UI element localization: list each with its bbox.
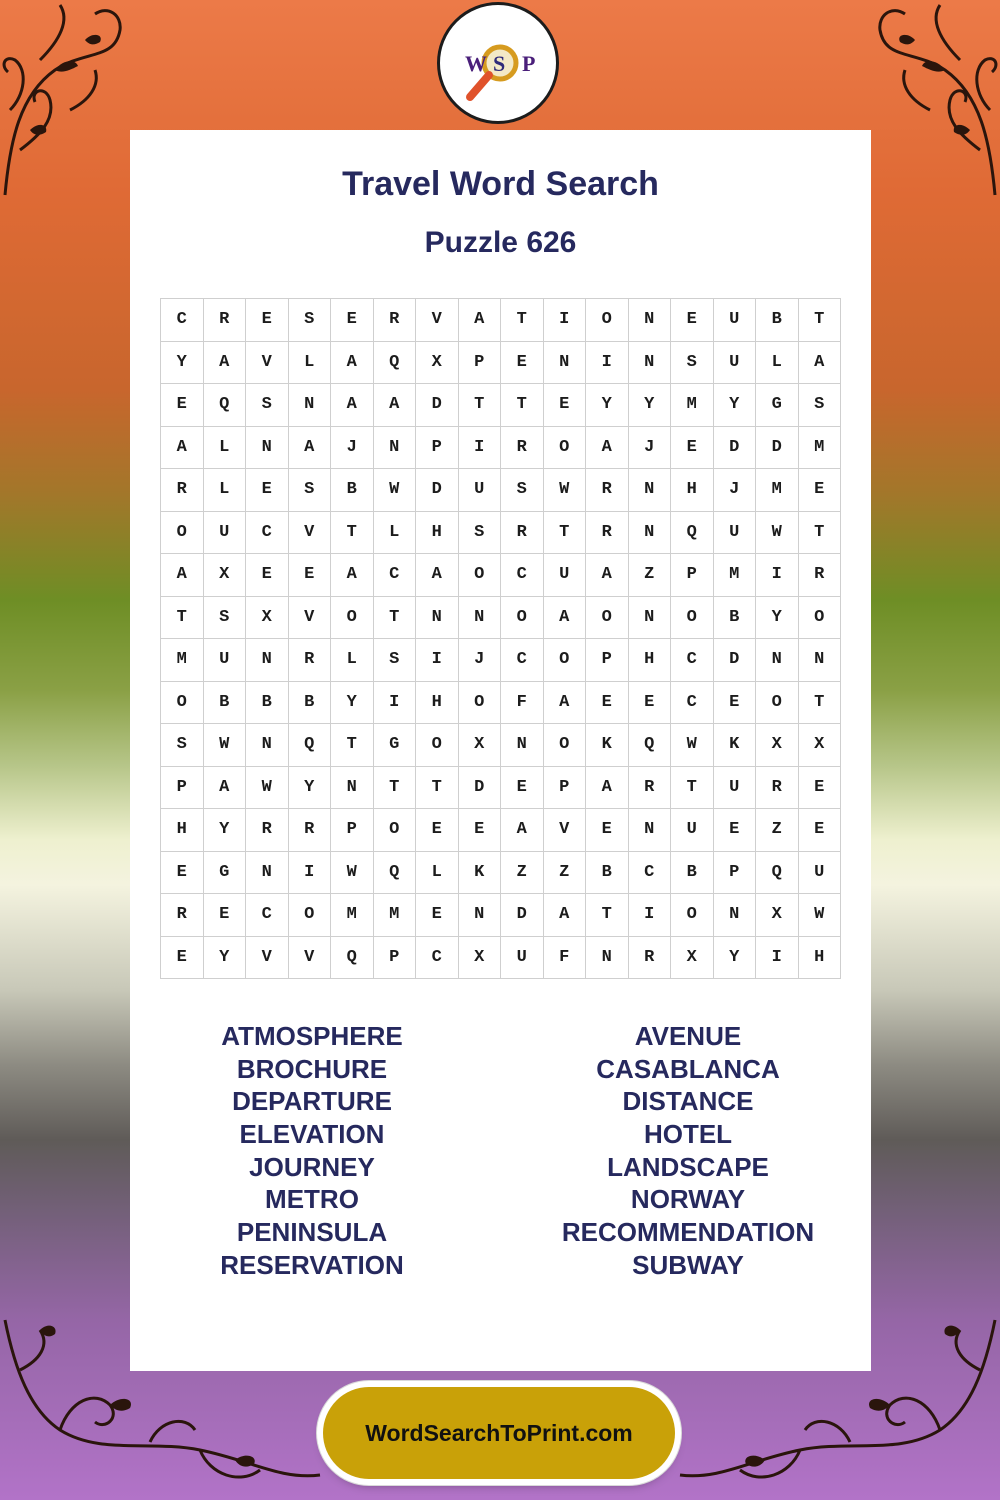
grid-cell[interactable]: O <box>544 724 587 767</box>
grid-cell[interactable]: A <box>204 767 247 810</box>
grid-cell[interactable]: C <box>501 639 544 682</box>
grid-cell[interactable]: R <box>501 512 544 555</box>
grid-cell[interactable]: Y <box>331 682 374 725</box>
word-list-right <box>538 1020 838 1282</box>
grid-cell[interactable]: E <box>246 469 289 512</box>
grid-cell[interactable]: Y <box>161 342 204 385</box>
grid-cell[interactable]: Y <box>714 937 757 980</box>
grid-cell[interactable]: W <box>671 724 714 767</box>
grid-cell[interactable]: C <box>416 937 459 980</box>
puzzle-number: Puzzle 626 <box>424 226 577 259</box>
grid-cell[interactable]: Z <box>501 852 544 895</box>
letter-grid <box>160 298 841 979</box>
grid-cell[interactable]: P <box>161 767 204 810</box>
grid-cell[interactable]: M <box>799 427 842 470</box>
grid-cell[interactable]: D <box>756 427 799 470</box>
grid-cell[interactable]: E <box>459 809 502 852</box>
grid-cell[interactable]: L <box>331 639 374 682</box>
grid-cell[interactable]: M <box>671 384 714 427</box>
grid-cell[interactable]: U <box>204 639 247 682</box>
grid-cell[interactable]: E <box>204 894 247 937</box>
grid-cell[interactable]: C <box>246 512 289 555</box>
grid-cell[interactable]: E <box>246 299 289 342</box>
site-link-label: WordSearchToPrint.com <box>365 1419 633 1446</box>
grid-cell[interactable]: E <box>799 767 842 810</box>
grid-cell[interactable]: W <box>331 852 374 895</box>
grid-cell[interactable]: O <box>374 809 417 852</box>
grid-cell[interactable]: H <box>629 639 672 682</box>
grid-cell[interactable]: O <box>289 894 332 937</box>
grid-cell[interactable]: B <box>671 852 714 895</box>
grid-cell[interactable]: M <box>714 554 757 597</box>
grid-cell[interactable]: L <box>204 469 247 512</box>
word-list-item: AVENUE <box>634 1021 742 1051</box>
grid-cell[interactable]: T <box>501 299 544 342</box>
grid-cell[interactable]: R <box>289 809 332 852</box>
grid-cell[interactable]: E <box>416 894 459 937</box>
grid-cell[interactable]: E <box>671 299 714 342</box>
grid-cell[interactable]: K <box>459 852 502 895</box>
grid-cell[interactable]: O <box>459 682 502 725</box>
grid-cell[interactable]: C <box>671 639 714 682</box>
grid-cell[interactable]: A <box>289 427 332 470</box>
grid-cell[interactable]: A <box>799 342 842 385</box>
grid-cell[interactable]: N <box>544 342 587 385</box>
grid-cell[interactable]: K <box>714 724 757 767</box>
grid-cell[interactable]: D <box>714 639 757 682</box>
grid-cell[interactable]: N <box>501 724 544 767</box>
grid-cell[interactable]: M <box>756 469 799 512</box>
grid-cell[interactable]: N <box>246 852 289 895</box>
grid-cell[interactable]: Z <box>544 852 587 895</box>
grid-cell[interactable]: S <box>289 469 332 512</box>
grid-cell[interactable]: T <box>331 724 374 767</box>
grid-cell[interactable]: Q <box>289 724 332 767</box>
grid-cell[interactable]: B <box>756 299 799 342</box>
grid-cell[interactable]: V <box>416 299 459 342</box>
grid-cell[interactable]: A <box>459 299 502 342</box>
grid-cell[interactable]: Q <box>331 937 374 980</box>
grid-cell[interactable]: R <box>586 469 629 512</box>
grid-cell[interactable]: Z <box>629 554 672 597</box>
grid-cell[interactable]: U <box>544 554 587 597</box>
grid-cell[interactable]: D <box>416 384 459 427</box>
grid-cell[interactable]: T <box>671 767 714 810</box>
grid-cell[interactable]: O <box>671 894 714 937</box>
word-list-item: CASABLANCA <box>596 1053 780 1084</box>
grid-cell[interactable]: L <box>204 427 247 470</box>
grid-cell[interactable]: G <box>374 724 417 767</box>
grid-cell[interactable]: P <box>374 937 417 980</box>
grid-cell[interactable]: W <box>756 512 799 555</box>
grid-cell[interactable]: N <box>331 767 374 810</box>
grid-cell[interactable]: G <box>204 852 247 895</box>
grid-cell[interactable]: C <box>501 554 544 597</box>
grid-cell[interactable]: Y <box>714 384 757 427</box>
grid-cell[interactable]: Y <box>629 384 672 427</box>
grid-cell[interactable]: R <box>586 512 629 555</box>
grid-cell[interactable]: N <box>289 384 332 427</box>
grid-cell[interactable]: K <box>586 724 629 767</box>
grid-cell[interactable]: A <box>544 682 587 725</box>
grid-cell[interactable]: R <box>374 299 417 342</box>
word-list-item: ATMOSPHERE <box>221 1021 403 1051</box>
grid-cell[interactable]: Q <box>204 384 247 427</box>
grid-cell[interactable]: Y <box>586 384 629 427</box>
grid-cell[interactable]: O <box>799 597 842 640</box>
grid-cell[interactable]: E <box>671 427 714 470</box>
grid-cell[interactable]: L <box>289 342 332 385</box>
grid-cell[interactable]: D <box>501 894 544 937</box>
grid-cell[interactable]: O <box>161 682 204 725</box>
grid-cell[interactable]: H <box>416 512 459 555</box>
grid-cell[interactable]: E <box>586 809 629 852</box>
grid-cell[interactable]: I <box>416 639 459 682</box>
grid-cell[interactable]: T <box>544 512 587 555</box>
grid-cell[interactable]: V <box>544 809 587 852</box>
grid-cell[interactable]: C <box>246 894 289 937</box>
grid-cell[interactable]: P <box>544 767 587 810</box>
logo-letter-p: P <box>522 51 536 76</box>
grid-cell[interactable]: N <box>246 427 289 470</box>
grid-cell[interactable]: I <box>544 299 587 342</box>
grid-cell[interactable]: V <box>289 512 332 555</box>
word-list-item: PENINSULA <box>236 1217 388 1248</box>
corner-ornament-top-left <box>0 0 130 200</box>
grid-cell[interactable]: E <box>714 682 757 725</box>
grid-cell[interactable]: P <box>459 342 502 385</box>
grid-cell[interactable]: S <box>289 299 332 342</box>
grid-cell[interactable]: B <box>289 682 332 725</box>
grid-cell[interactable]: H <box>799 937 842 980</box>
grid-cell[interactable]: Y <box>756 597 799 640</box>
grid-cell[interactable]: E <box>501 342 544 385</box>
grid-cell[interactable]: I <box>629 894 672 937</box>
word-list-item: HOTEL <box>643 1119 733 1150</box>
grid-cell[interactable]: A <box>161 554 204 597</box>
grid-cell[interactable]: O <box>416 724 459 767</box>
grid-cell[interactable]: N <box>629 512 672 555</box>
grid-cell[interactable]: E <box>246 554 289 597</box>
grid-cell[interactable]: N <box>629 299 672 342</box>
grid-cell[interactable]: S <box>799 384 842 427</box>
grid-cell[interactable]: X <box>459 937 502 980</box>
grid-cell[interactable]: N <box>629 469 672 512</box>
grid-cell[interactable]: R <box>629 937 672 980</box>
grid-cell[interactable]: N <box>799 639 842 682</box>
grid-cell[interactable]: T <box>374 767 417 810</box>
grid-cell[interactable]: V <box>289 937 332 980</box>
grid-cell[interactable]: A <box>416 554 459 597</box>
grid-cell[interactable]: A <box>586 554 629 597</box>
grid-cell[interactable]: C <box>161 299 204 342</box>
grid-cell[interactable]: A <box>586 427 629 470</box>
grid-cell[interactable]: J <box>459 639 502 682</box>
grid-cell[interactable]: H <box>671 469 714 512</box>
grid-cell[interactable]: R <box>161 894 204 937</box>
grid-cell[interactable]: N <box>714 894 757 937</box>
grid-cell[interactable]: E <box>161 852 204 895</box>
grid-cell[interactable]: X <box>756 894 799 937</box>
grid-cell[interactable]: E <box>161 937 204 980</box>
grid-cell[interactable]: X <box>756 724 799 767</box>
grid-cell[interactable]: C <box>671 682 714 725</box>
grid-cell[interactable]: N <box>459 597 502 640</box>
grid-cell[interactable]: R <box>501 427 544 470</box>
grid-cell[interactable]: Q <box>374 342 417 385</box>
grid-cell[interactable]: P <box>586 639 629 682</box>
grid-cell[interactable]: A <box>374 384 417 427</box>
word-list-item: RESERVATION <box>220 1249 404 1280</box>
grid-cell[interactable]: N <box>374 427 417 470</box>
word-list-item: ELEVATION <box>239 1119 385 1150</box>
grid-cell[interactable]: T <box>161 597 204 640</box>
word-list-item: METRO <box>265 1184 359 1215</box>
grid-cell[interactable]: O <box>459 554 502 597</box>
grid-cell[interactable]: S <box>374 639 417 682</box>
grid-cell[interactable]: X <box>671 937 714 980</box>
grid-cell[interactable]: E <box>799 809 842 852</box>
grid-cell[interactable]: W <box>246 767 289 810</box>
grid-cell[interactable]: N <box>756 639 799 682</box>
grid-cell[interactable]: B <box>246 682 289 725</box>
grid-cell[interactable]: A <box>161 427 204 470</box>
grid-cell[interactable]: U <box>714 342 757 385</box>
grid-cell[interactable]: N <box>629 342 672 385</box>
grid-cell[interactable]: X <box>204 554 247 597</box>
word-list-item: SUBWAY <box>632 1249 744 1280</box>
grid-cell[interactable]: O <box>544 639 587 682</box>
grid-cell[interactable]: E <box>799 469 842 512</box>
grid-cell[interactable]: M <box>161 639 204 682</box>
grid-cell[interactable]: Q <box>629 724 672 767</box>
grid-cell[interactable]: J <box>629 427 672 470</box>
grid-cell[interactable]: I <box>756 937 799 980</box>
grid-cell[interactable]: R <box>289 639 332 682</box>
grid-cell[interactable]: S <box>501 469 544 512</box>
grid-cell[interactable]: L <box>374 512 417 555</box>
grid-cell[interactable]: L <box>416 852 459 895</box>
grid-cell[interactable]: U <box>799 852 842 895</box>
grid-cell[interactable]: A <box>331 554 374 597</box>
grid-cell[interactable]: T <box>799 512 842 555</box>
grid-cell[interactable]: T <box>586 894 629 937</box>
grid-cell[interactable]: T <box>799 682 842 725</box>
grid-cell[interactable]: A <box>544 894 587 937</box>
word-list-item: NORWAY <box>630 1184 746 1215</box>
word-list-item: BROCHURE <box>236 1053 388 1084</box>
grid-cell[interactable]: I <box>459 427 502 470</box>
grid-cell[interactable]: O <box>756 682 799 725</box>
grid-cell[interactable]: X <box>246 597 289 640</box>
grid-cell[interactable]: B <box>586 852 629 895</box>
grid-cell[interactable]: N <box>629 597 672 640</box>
grid-cell[interactable]: U <box>501 937 544 980</box>
site-link-button[interactable] <box>323 1387 675 1479</box>
grid-cell[interactable]: Z <box>756 809 799 852</box>
grid-cell[interactable]: U <box>671 809 714 852</box>
grid-cell[interactable]: T <box>501 384 544 427</box>
grid-cell[interactable]: Y <box>204 937 247 980</box>
grid-cell[interactable]: A <box>331 342 374 385</box>
grid-cell[interactable]: R <box>246 809 289 852</box>
grid-cell[interactable]: G <box>756 384 799 427</box>
grid-cell[interactable]: Y <box>289 767 332 810</box>
grid-cell[interactable]: C <box>629 852 672 895</box>
grid-cell[interactable]: E <box>629 682 672 725</box>
grid-cell[interactable]: O <box>331 597 374 640</box>
grid-cell[interactable]: Q <box>374 852 417 895</box>
grid-cell[interactable]: F <box>544 937 587 980</box>
grid-cell[interactable]: E <box>416 809 459 852</box>
grid-cell[interactable]: F <box>501 682 544 725</box>
page-title: Travel Word Search <box>342 165 659 203</box>
grid-cell[interactable]: B <box>204 682 247 725</box>
grid-cell[interactable]: E <box>501 767 544 810</box>
grid-cell[interactable]: V <box>289 597 332 640</box>
grid-cell[interactable]: N <box>246 639 289 682</box>
grid-cell[interactable]: H <box>161 809 204 852</box>
grid-cell[interactable]: J <box>714 469 757 512</box>
grid-cell[interactable]: E <box>331 299 374 342</box>
grid-cell[interactable]: Q <box>671 512 714 555</box>
grid-cell[interactable]: D <box>714 427 757 470</box>
grid-cell[interactable]: T <box>799 299 842 342</box>
word-list-left <box>162 1020 462 1282</box>
grid-cell[interactable]: R <box>756 767 799 810</box>
grid-cell[interactable]: C <box>374 554 417 597</box>
grid-cell[interactable]: X <box>799 724 842 767</box>
word-list-item: JOURNEY <box>249 1151 375 1182</box>
grid-cell[interactable]: T <box>416 767 459 810</box>
grid-cell[interactable]: O <box>671 597 714 640</box>
grid-cell[interactable]: S <box>671 342 714 385</box>
word-list-item: DEPARTURE <box>232 1086 392 1117</box>
grid-cell[interactable]: T <box>331 512 374 555</box>
grid-cell[interactable]: W <box>374 469 417 512</box>
grid-cell[interactable]: S <box>204 597 247 640</box>
grid-cell[interactable]: O <box>586 597 629 640</box>
grid-cell[interactable]: U <box>714 512 757 555</box>
grid-cell[interactable]: N <box>586 937 629 980</box>
grid-cell[interactable]: W <box>544 469 587 512</box>
grid-cell[interactable]: P <box>416 427 459 470</box>
grid-cell[interactable]: A <box>586 767 629 810</box>
grid-cell[interactable]: D <box>416 469 459 512</box>
grid-cell[interactable]: X <box>459 724 502 767</box>
grid-cell[interactable]: I <box>586 342 629 385</box>
grid-cell[interactable]: E <box>544 384 587 427</box>
grid-cell[interactable]: H <box>416 682 459 725</box>
grid-cell[interactable]: P <box>671 554 714 597</box>
grid-cell[interactable]: R <box>629 767 672 810</box>
grid-cell[interactable]: U <box>459 469 502 512</box>
grid-cell[interactable]: Y <box>204 809 247 852</box>
grid-cell[interactable]: V <box>246 937 289 980</box>
grid-cell[interactable]: E <box>289 554 332 597</box>
corner-ornament-top-right <box>870 0 1000 200</box>
magnifier-icon <box>440 5 556 121</box>
grid-cell[interactable]: J <box>331 427 374 470</box>
grid-cell[interactable]: N <box>629 809 672 852</box>
grid-cell[interactable]: N <box>246 724 289 767</box>
grid-cell[interactable]: S <box>161 724 204 767</box>
grid-cell[interactable]: S <box>246 384 289 427</box>
grid-cell[interactable]: U <box>204 512 247 555</box>
grid-cell[interactable]: A <box>204 342 247 385</box>
grid-cell[interactable]: A <box>331 384 374 427</box>
wsp-logo <box>437 2 559 124</box>
grid-cell[interactable]: D <box>459 767 502 810</box>
grid-cell[interactable]: R <box>799 554 842 597</box>
grid-cell[interactable]: T <box>459 384 502 427</box>
grid-cell[interactable]: A <box>544 597 587 640</box>
grid-cell[interactable]: S <box>459 512 502 555</box>
grid-cell[interactable]: N <box>459 894 502 937</box>
logo-letter-s: S <box>493 51 506 76</box>
grid-cell[interactable]: T <box>374 597 417 640</box>
grid-cell[interactable]: E <box>714 809 757 852</box>
grid-cell[interactable]: O <box>161 512 204 555</box>
grid-cell[interactable]: B <box>714 597 757 640</box>
grid-cell[interactable]: P <box>714 852 757 895</box>
grid-cell[interactable]: O <box>501 597 544 640</box>
grid-cell[interactable]: A <box>501 809 544 852</box>
grid-cell[interactable]: R <box>204 299 247 342</box>
grid-cell[interactable]: I <box>756 554 799 597</box>
word-list-item: RECOMMENDATION <box>561 1217 815 1248</box>
grid-cell[interactable]: E <box>586 682 629 725</box>
grid-cell[interactable]: L <box>756 342 799 385</box>
grid-cell[interactable]: P <box>331 809 374 852</box>
grid-cell[interactable]: W <box>799 894 842 937</box>
grid-cell[interactable]: U <box>714 767 757 810</box>
grid-cell[interactable]: E <box>161 384 204 427</box>
grid-cell[interactable]: M <box>374 894 417 937</box>
grid-cell[interactable]: B <box>331 469 374 512</box>
word-list-item: LANDSCAPE <box>607 1151 769 1182</box>
logo-letter-w: W <box>465 51 487 76</box>
grid-cell[interactable]: M <box>331 894 374 937</box>
grid-cell[interactable]: U <box>714 299 757 342</box>
grid-cell[interactable]: N <box>416 597 459 640</box>
grid-cell[interactable]: V <box>246 342 289 385</box>
grid-cell[interactable]: O <box>586 299 629 342</box>
grid-cell[interactable]: X <box>416 342 459 385</box>
grid-cell[interactable]: R <box>161 469 204 512</box>
grid-cell[interactable]: I <box>374 682 417 725</box>
word-list-item: DISTANCE <box>622 1086 754 1117</box>
grid-cell[interactable]: Q <box>756 852 799 895</box>
grid-cell[interactable]: I <box>289 852 332 895</box>
grid-cell[interactable]: W <box>204 724 247 767</box>
grid-cell[interactable]: O <box>544 427 587 470</box>
